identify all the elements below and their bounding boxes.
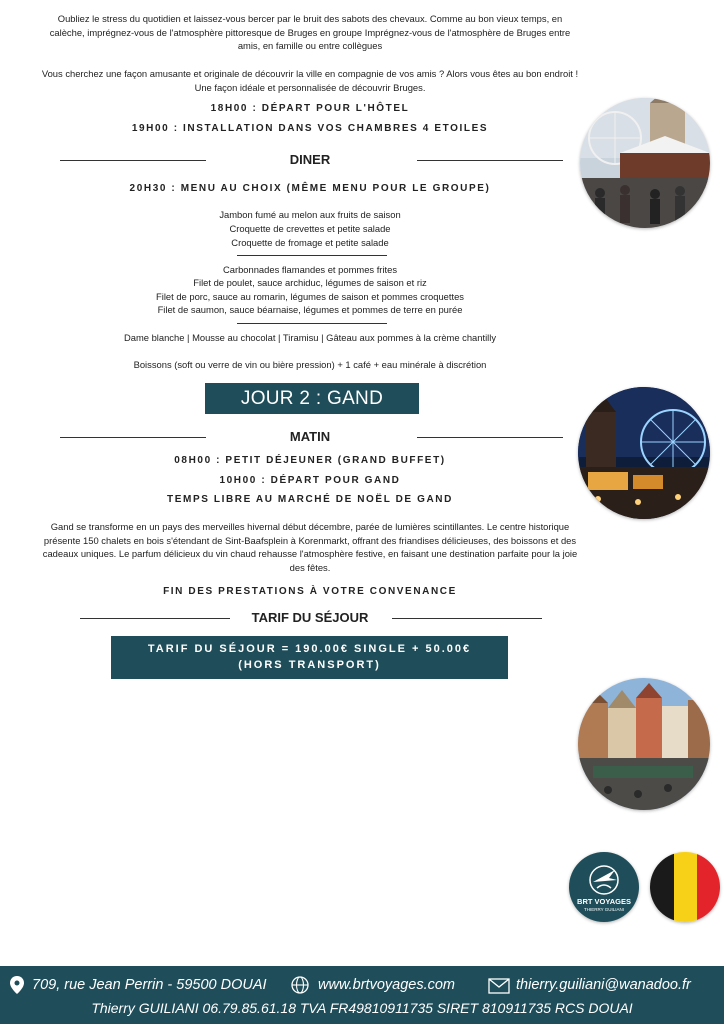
section-title-matin: MATIN (289, 429, 331, 444)
main-item: Filet de poulet, sauce archiduc, légumes de saison et riz (193, 277, 427, 288)
intro-paragraph-1: Oubliez le stress du quotidien et laissez-vous bercer par le bruit des sabots des chevaux. Comme au bon vieux temps, en calèche, imprégnez-vous de l'atmosphère pittoresque de Bruges en groupe Imprégnez-vous de l'atmosphère de Bruges entre amis, en famille ou entre collègues (49, 13, 571, 51)
menu-divider (237, 323, 387, 324)
desserts-line: Dame blanche | Mousse au chocolat | Tiramisu | Gâteau aux pommes à la crème chantilly (123, 332, 497, 343)
schedule-free-time: TEMPS LIBRE AU MARCHÉ DE NOËL DE GAND (167, 494, 453, 505)
menu-divider (237, 255, 387, 256)
globe-icon (291, 976, 309, 999)
schedule-installation: 19H00 : INSTALLATION DANS VOS CHAMBRES 4 ETOILES (131, 123, 489, 134)
mail-icon (488, 978, 510, 999)
price-line: TARIF DU SÉJOUR = 190.00€ SINGLE + 50.00€ (147, 643, 472, 655)
section-rule-left (60, 437, 206, 438)
footer-website[interactable]: www.brtvoyages.com (318, 977, 455, 993)
photo-gand-night-market (578, 387, 710, 519)
end-of-services: FIN DES PRESTATIONS À VOTRE CONVENANCE (163, 586, 457, 597)
day2-banner: JOUR 2 : GAND (205, 383, 419, 414)
schedule-departure-hotel: 18H00 : DÉPART POUR L'HÔTEL (210, 103, 410, 114)
diner-subtitle: 20H30 : MENU AU CHOIX (MÊME MENU POUR LE GROUPE) (129, 183, 491, 194)
main-item: Filet de saumon, sauce béarnaise, légumes et pommes de terre en purée (157, 304, 463, 315)
footer (0, 966, 724, 1024)
location-pin-icon (10, 976, 24, 999)
gand-description: Gand se transforme en un pays des merveilles hivernal début décembre, parée de lumières scintillantes. Le centre historique présente 150 chalets en bois s'étendant de Sint-Baafsplein à Korenmarkt, offrant des friandises délicieuses, des boissons et des cadeaux uniques. Le parfum délicieux du vin chaud rehausse l'atmosphère festive, en faisant une destination parfaite pour la joie des fêtes. (42, 521, 578, 573)
section-rule-right (392, 618, 542, 619)
brt-voyages-logo (569, 852, 639, 922)
starter-item: Croquette de fromage et petite salade (231, 237, 389, 248)
footer-address: 709, rue Jean Perrin - 59500 DOUAI (32, 977, 267, 993)
section-rule-left (80, 618, 230, 619)
footer-email[interactable]: thierry.guiliani@wanadoo.fr (516, 977, 691, 993)
schedule-breakfast: 08H00 : PETIT DÉJEUNER (GRAND BUFFET) (174, 455, 446, 466)
section-rule-left (60, 160, 206, 161)
section-rule-right (417, 437, 563, 438)
main-item: Carbonnades flamandes et pommes frites (222, 264, 398, 275)
drinks-line: Boissons (soft ou verre de vin ou bière pression) + 1 café + eau minérale à discrétion (133, 359, 487, 370)
section-title-diner: DINER (289, 152, 331, 167)
main-item: Filet de porc, sauce au romarin, légumes de saison et pommes croquettes (156, 291, 464, 302)
starter-item: Jambon fumé au melon aux fruits de saison (219, 209, 401, 220)
photo-market-square (578, 678, 710, 810)
starter-item: Croquette de crevettes et petite salade (229, 223, 391, 234)
section-rule-right (417, 160, 563, 161)
price-note: (HORS TRANSPORT) (238, 659, 381, 671)
belgium-flag-icon (650, 852, 720, 922)
price-box (111, 636, 508, 679)
intro-paragraph-2: Vous cherchez une façon amusante et originale de découvrir la ville en compagnie de vos amis ? Alors vous êtes au bon endroit ! Une façon idéale et personnalisée de découvrir Bruges. (41, 68, 579, 93)
footer-legal: Thierry GUILIANI 06.79.85.61.18 TVA FR49810911735 SIRET 810911735 RCS DOUAI (91, 1000, 633, 1016)
section-title-tarif: TARIF DU SÉJOUR (251, 610, 369, 625)
schedule-departure-gand: 10H00 : DÉPART POUR GAND (219, 475, 401, 486)
photo-bruges-christmas-market (580, 98, 710, 228)
logo-subtitle: THIERRY GUILIANI (583, 907, 625, 912)
logo-name: BRT VOYAGES (577, 897, 631, 906)
